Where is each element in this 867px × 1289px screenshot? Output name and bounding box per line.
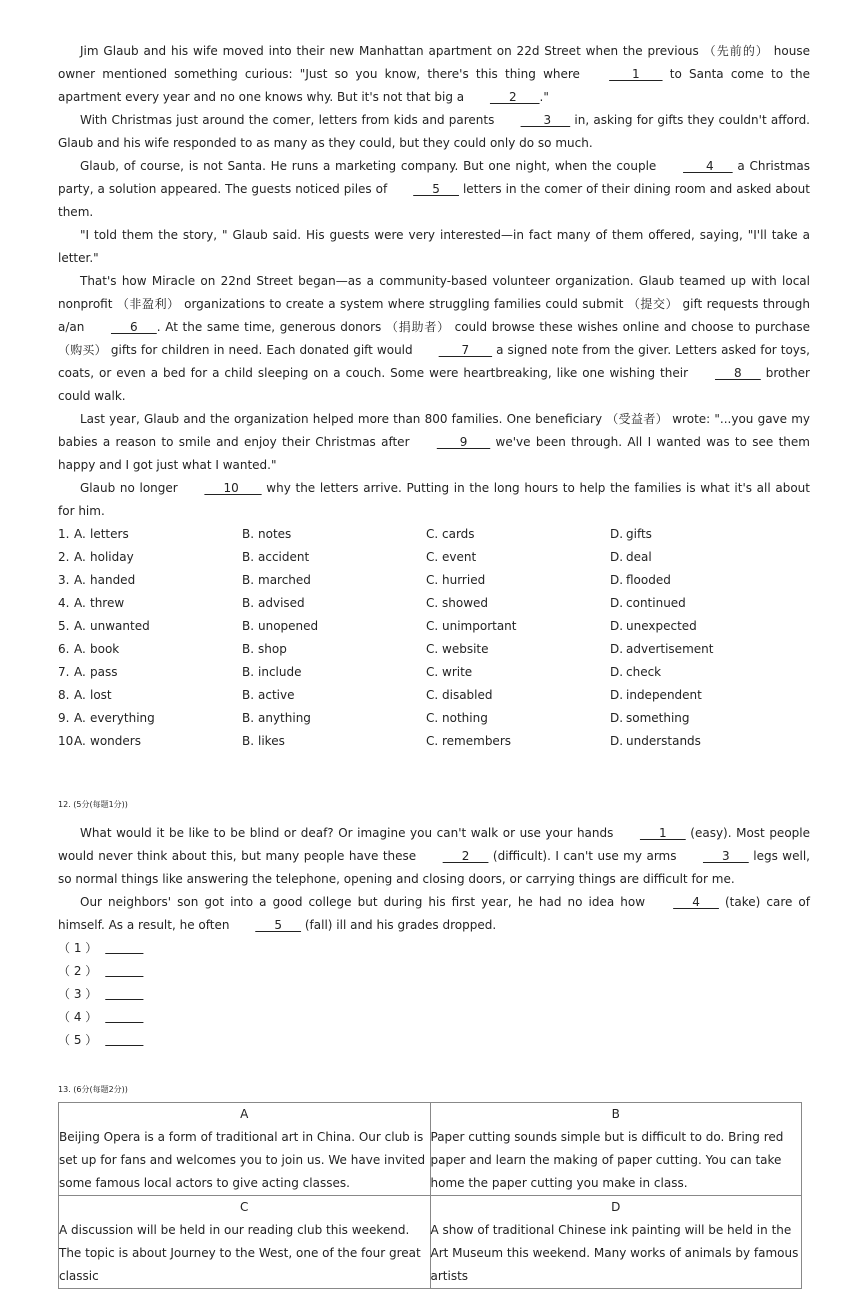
text: legs well, so normal things like answering the telephone, opening and closing doors, or carrying things are difficult for me. [58, 849, 810, 886]
option-d[interactable] [610, 684, 794, 707]
option-letter: C. [426, 711, 439, 725]
option-text: threw [90, 596, 125, 610]
text: ." [539, 90, 549, 104]
option-text: understands [626, 734, 701, 748]
option-text: independent [626, 688, 702, 702]
option-letter: B. [242, 573, 255, 587]
blank-4: 4 [683, 159, 733, 173]
option-letter: D. [610, 711, 624, 725]
passage-paragraph-1 [58, 40, 810, 109]
text: a Christmas party, a solution appeared. The guests noticed piles of [58, 159, 810, 196]
option-text: nothing [442, 711, 488, 725]
option-row [58, 684, 810, 707]
answer-number: （ 3 ） [58, 987, 98, 1001]
blank-6: 6 [110, 320, 157, 334]
option-text: notes [258, 527, 292, 541]
blank-7: 7 [438, 343, 493, 357]
text: Our neighbors' son got into a good college but during his first year, he had no idea how [80, 895, 652, 909]
exam-page [58, 40, 810, 1289]
option-b[interactable] [242, 684, 426, 707]
option-letter: C. [426, 527, 439, 541]
option-text: active [258, 688, 295, 702]
option-d[interactable] [610, 661, 794, 684]
cell-text: Beijing Opera is a form of traditional art in China. Our club is set up for fans and welcomes you to join us. We have invited some famous local actors to give acting classes. [59, 1130, 426, 1190]
cloze-passage [58, 40, 810, 523]
option-letter: D. [610, 573, 624, 587]
option-d[interactable] [610, 707, 794, 730]
text: Glaub, of course, is not Santa. He runs a marketing company. But one night, when the couple [80, 159, 662, 173]
option-b[interactable] [242, 730, 426, 753]
option-c[interactable] [426, 684, 610, 707]
option-row [58, 661, 810, 684]
q12-blank-4: 4 [673, 895, 719, 909]
option-letter: B. [242, 619, 255, 633]
option-letter: B. [242, 688, 255, 702]
option-letter: D. [610, 734, 624, 748]
q12-blank-2: 2 [442, 849, 489, 863]
option-letter: D. [610, 596, 624, 610]
blank-8: 8 [714, 366, 761, 380]
question-13-heading: 13. (6分(每题2分)) [58, 1085, 128, 1094]
option-c[interactable] [426, 730, 610, 753]
answer-blank[interactable] [105, 983, 143, 1006]
option-letter: D. [610, 527, 624, 541]
cell-label: B [611, 1107, 620, 1121]
option-letter: B. [242, 711, 255, 725]
option-text: pass [90, 665, 118, 679]
option-text: check [626, 665, 662, 679]
option-letter: A. [74, 619, 86, 633]
text: What would it be like to be blind or deaf? Or imagine you can't walk or use your hands [80, 826, 618, 840]
cell-label: D [611, 1200, 621, 1214]
text: (take) care of himself. As a result, he often [58, 895, 811, 932]
option-b[interactable] [242, 615, 426, 638]
option-text: gifts [626, 527, 652, 541]
question-12-heading: 12. (5分(每题1分)) [58, 800, 128, 809]
option-letter: B. [242, 642, 255, 656]
blank-3: 3 [520, 113, 571, 127]
option-row [58, 569, 810, 592]
text: in, asking for gifts they couldn't afford. Glaub and his wife responded to as many as they could, but they could only do so much. [58, 113, 810, 150]
text: With Christmas just around the comer, letters from kids and parents [80, 113, 499, 127]
option-text: write [442, 665, 473, 679]
text: letters in the comer of their dining room and asked about them. [58, 182, 810, 219]
option-text: remembers [442, 734, 511, 748]
option-row [58, 592, 810, 615]
option-text: holiday [90, 550, 134, 564]
cell-text: Paper cutting sounds simple but is difficult to do. Bring red paper and learn the making of paper cutting. You can take home the paper cutting you make in class. [430, 1130, 784, 1190]
blank-10: 10 [204, 481, 262, 495]
option-d[interactable] [610, 730, 794, 753]
option-text: shop [258, 642, 287, 656]
option-letter: B. [242, 527, 255, 541]
text: (difficult). I can't use my arms [488, 849, 681, 863]
option-number: 2. [58, 550, 70, 564]
option-number: 9. [58, 711, 70, 725]
q12-answer-lines [58, 937, 810, 1052]
option-text: unexpected [626, 619, 697, 633]
q13-info-table [58, 1102, 802, 1289]
option-c[interactable] [426, 546, 610, 569]
option-a[interactable] [74, 684, 242, 707]
table-cell-d [430, 1196, 802, 1289]
option-a[interactable] [74, 546, 242, 569]
text: (easy). Most people would never think about this, but many people have these [58, 826, 810, 863]
option-letter: A. [74, 711, 86, 725]
option-row [58, 546, 810, 569]
answer-number: （ 4 ） [58, 1010, 98, 1024]
option-d[interactable] [610, 569, 794, 592]
option-letter: C. [426, 550, 439, 564]
cell-label: A [240, 1107, 249, 1121]
option-d[interactable] [610, 638, 794, 661]
answer-blank[interactable] [105, 937, 143, 960]
option-letter: A. [74, 642, 86, 656]
option-d[interactable] [610, 615, 794, 638]
option-text: unopened [258, 619, 319, 633]
option-b[interactable] [242, 661, 426, 684]
option-b[interactable] [242, 707, 426, 730]
option-text: letters [90, 527, 129, 541]
option-c[interactable] [426, 592, 610, 615]
text: Last year, Glaub and the organization helped more than 800 families. One beneficiary （受益者） wrote: "...you gave my babies a reason to smile and enjoy their Christmas after [58, 412, 810, 449]
option-letter: D. [610, 550, 624, 564]
option-text: advised [258, 596, 305, 610]
option-a[interactable] [74, 615, 242, 638]
option-text: deal [626, 550, 652, 564]
option-text: continued [626, 596, 686, 610]
option-a[interactable] [74, 569, 242, 592]
option-number: 8. [58, 688, 70, 702]
option-letter: B. [242, 596, 255, 610]
answer-blank[interactable] [105, 1029, 143, 1052]
option-row [58, 615, 810, 638]
option-text: wonders [90, 734, 141, 748]
table-row [59, 1196, 802, 1289]
option-text: handed [90, 573, 136, 587]
q12-answer-4[interactable] [58, 1006, 810, 1029]
option-b[interactable] [242, 592, 426, 615]
option-text: likes [258, 734, 285, 748]
option-number: 3. [58, 573, 70, 587]
passage-paragraph-2 [58, 109, 810, 155]
option-text: unimportant [442, 619, 517, 633]
q12-paragraph-2 [58, 891, 810, 937]
option-text: book [90, 642, 120, 656]
option-text: anything [258, 711, 311, 725]
option-text: something [626, 711, 690, 725]
option-letter: B. [242, 734, 255, 748]
question-12-passage [58, 822, 810, 937]
option-c[interactable] [426, 523, 610, 546]
option-row [58, 730, 810, 753]
q12-blank-1: 1 [639, 826, 686, 840]
text: Jim Glaub and his wife moved into their new Manhattan apartment on 22d Street when the previous （先前的） house owner mentioned something curious: "Just so you know, there's this thing where [58, 44, 810, 81]
text: . At the same time, generous donors （捐助者） could browse these wishes online and choose to purchase （购买） gifts for children in need. Each donated gift would [58, 320, 810, 357]
option-b[interactable] [242, 638, 426, 661]
option-letter: A. [74, 550, 86, 564]
text: That's how Miracle on 22nd Street began—as a community-based volunteer organization. Glaub teamed up with local nonprofit （非盈利） organizations to create a system where struggling families could submit （提交） gift requests through a/an [58, 274, 810, 334]
option-row [58, 523, 810, 546]
cell-label: C [240, 1200, 249, 1214]
answer-blank[interactable] [105, 1006, 143, 1029]
option-a[interactable] [74, 523, 242, 546]
passage-paragraph-6 [58, 408, 810, 477]
option-text: showed [442, 596, 489, 610]
option-letter: B. [242, 550, 255, 564]
option-letter: C. [426, 642, 439, 656]
cell-text: A show of traditional Chinese ink painting will be held in the Art Museum this weekend. Many works of animals by famous artists [430, 1223, 799, 1283]
table-row [59, 1103, 802, 1196]
blank-9: 9 [436, 435, 491, 449]
option-b[interactable] [242, 546, 426, 569]
answer-number: （ 1 ） [58, 941, 98, 955]
answer-number: （ 5 ） [58, 1033, 98, 1047]
option-text: include [258, 665, 302, 679]
option-number: 6. [58, 642, 70, 656]
option-text: everything [90, 711, 155, 725]
option-row [58, 707, 810, 730]
option-letter: C. [426, 734, 439, 748]
option-number: 4. [58, 596, 70, 610]
option-number: 10. [58, 734, 78, 748]
table-cell-b [430, 1103, 802, 1196]
option-number: 7. [58, 665, 70, 679]
option-a[interactable] [74, 707, 242, 730]
option-b[interactable] [242, 569, 426, 592]
option-letter: C. [426, 619, 439, 633]
option-text: accident [258, 550, 310, 564]
option-text: unwanted [90, 619, 150, 633]
blank-1: 1 [609, 67, 663, 81]
option-letter: B. [242, 665, 255, 679]
option-a[interactable] [74, 730, 242, 753]
table-cell-c [59, 1196, 431, 1289]
option-d[interactable] [610, 546, 794, 569]
text: (fall) ill and his grades dropped. [301, 918, 497, 932]
option-c[interactable] [426, 569, 610, 592]
option-number: 1. [58, 527, 70, 541]
option-letter: A. [74, 688, 86, 702]
q12-answer-3[interactable] [58, 983, 810, 1006]
option-b[interactable] [242, 523, 426, 546]
option-number: 5. [58, 619, 70, 633]
text: a signed note from the giver. Letters asked for toys, coats, or even a bed for a child sleeping on a couch. Some were heartbreaking, like one wishing their [58, 343, 810, 380]
option-a[interactable] [74, 661, 242, 684]
option-letter: A. [74, 573, 86, 587]
option-letter: A. [74, 596, 86, 610]
option-text: advertisement [626, 642, 714, 656]
option-letter: D. [610, 688, 624, 702]
option-a[interactable] [74, 638, 242, 661]
answer-blank[interactable] [105, 960, 143, 983]
text: brother could walk. [58, 366, 810, 403]
passage-paragraph-5 [58, 270, 810, 408]
option-letter: C. [426, 665, 439, 679]
passage-paragraph-4: "I told them the story, " Glaub said. His guests were very interested—in fact many of them offered, saying, "I'll take a letter." [58, 228, 810, 265]
blank-5: 5 [413, 182, 459, 196]
passage-paragraph-3 [58, 155, 810, 224]
option-letter: A. [74, 665, 86, 679]
option-c[interactable] [426, 661, 610, 684]
q12-blank-5: 5 [255, 918, 302, 932]
option-text: flooded [626, 573, 671, 587]
option-text: lost [90, 688, 112, 702]
option-text: disabled [442, 688, 493, 702]
option-c[interactable] [426, 638, 610, 661]
blank-2: 2 [489, 90, 540, 104]
cell-text: A discussion will be held in our reading club this weekend. The topic is about Journey to the West, one of the four great classic [59, 1223, 421, 1283]
table-cell-a [59, 1103, 431, 1196]
q12-answer-2[interactable] [58, 960, 810, 983]
option-d[interactable] [610, 592, 794, 615]
option-text: hurried [442, 573, 486, 587]
option-text: marched [258, 573, 311, 587]
option-a[interactable] [74, 592, 242, 615]
option-letter: D. [610, 619, 624, 633]
text: to Santa come to the apartment every year and no one knows why. But it's not that big a [58, 67, 810, 104]
option-letter: C. [426, 596, 439, 610]
option-text: website [442, 642, 489, 656]
option-letter: D. [610, 665, 624, 679]
option-row [58, 638, 810, 661]
option-letter: C. [426, 573, 439, 587]
option-text: cards [442, 527, 475, 541]
text: we've been through. All I wanted was to see them happy and I got just what I wanted." [58, 435, 810, 472]
option-letter: C. [426, 688, 439, 702]
option-text: event [442, 550, 477, 564]
answer-number: （ 2 ） [58, 964, 98, 978]
option-letter: A. [74, 734, 86, 748]
q12-answer-5[interactable] [58, 1029, 810, 1052]
option-list [58, 523, 810, 753]
passage-paragraph-7 [58, 477, 810, 523]
option-c[interactable] [426, 707, 610, 730]
option-letter: D. [610, 642, 624, 656]
text: why the letters arrive. Putting in the long hours to help the families is what it's all about for him. [58, 481, 810, 518]
q12-paragraph-1 [58, 822, 810, 891]
option-d[interactable] [610, 523, 794, 546]
q12-answer-1[interactable] [58, 937, 810, 960]
q12-blank-3: 3 [702, 849, 749, 863]
text: Glaub no longer [80, 481, 183, 495]
option-letter: A. [74, 527, 86, 541]
option-c[interactable] [426, 615, 610, 638]
